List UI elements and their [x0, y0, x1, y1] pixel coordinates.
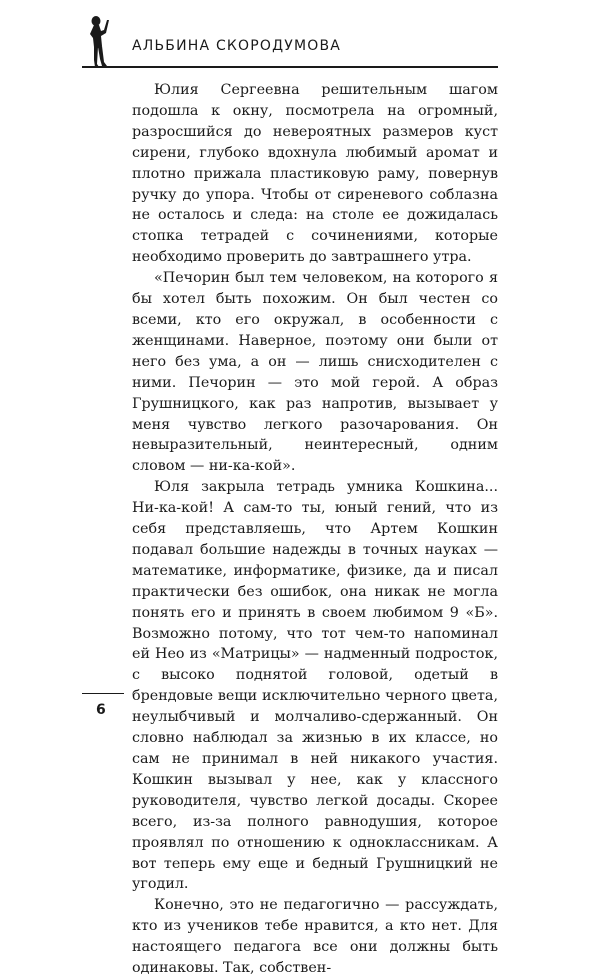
paragraph: «Печорин был тем человеком, на которого я бы хотел быть похожим. Он был честен со всеми, кто его окружал, в особенности с женщинами. Наверное, поэтому они были от него без ума, а он — лишь снисходителен с ними. Печорин — это мой герой. А образ Грушницкого, как раз напротив, вызывает у меня чувство легкого разочарования. Он невыразительный, неинтересный, одним словом — ни-ка-кой». — [132, 270, 498, 475]
paragraph: Юлия Сергеевна решительным шагом подошла к окну, посмотрела на огромный, разросшийся до невероятных размеров куст сирени, глубоко вдохнула любимый аромат и плотно прижала пластиковую раму, повернув ручку до упора. Чтобы от сиреневого соблазна не осталось и следа: на столе ее дожидалась стопка тетрадей с сочинениями, которые необходимо проверить до завтрашнего утра. — [132, 82, 498, 266]
woman-silhouette-icon — [82, 14, 116, 68]
paragraph: Конечно, это не педагогично — рассуждать, кто из учеников тебе нравится, а кто нет. Для настоящего педагога все они должны быть одинаковы. Так, собствен- — [132, 897, 498, 977]
header-rule — [82, 66, 498, 68]
paragraph: Юля закрыла тетрадь умника Кошкина... Ни-ка-кой! А сам-то ты, юный гений, что из себя представляешь, что Артем Кошкин подавал большие надежды в точных науках — математике, информатике, физике, да и писал практически без ошибок, она никак не могла понять его и принять в своем любимом 9 «Б». Возможно потому, что тот чем-то напоминал ей Нео из «Матрицы» — надменный подросток, с высоко поднятой головой, одетый в брендовые вещи исключительно черного цвета, неулыбчивый и молчаливо-сдержанный. Он словно наблюдал за жизнью в их классе, но сам не принимал в ней никакого участия. Кошкин вызывал у нее, как у классного руководителя, чувство легкой досады. Скорее всего, из-за полного равнодушия, которое проявлял по отношению к одноклассникам. А вот теперь ему еще и бедный Грушницкий не угодил. — [132, 479, 498, 893]
body-text — [132, 80, 498, 979]
footer-rule — [82, 693, 124, 694]
page-number: 6 — [96, 702, 106, 718]
running-header-author: АЛЬБИНА СКОРОДУМОВА — [132, 38, 342, 54]
